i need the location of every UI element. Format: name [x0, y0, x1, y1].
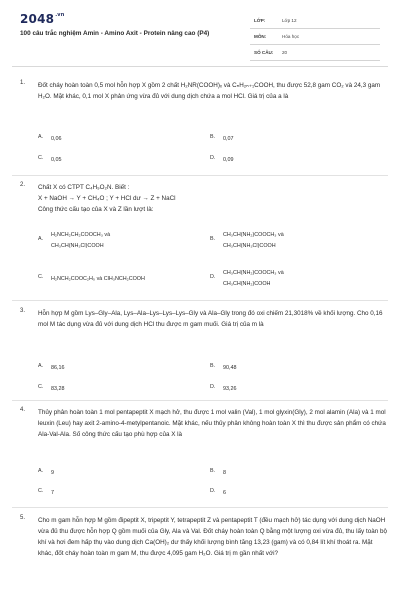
meta-subject-row: [250, 31, 380, 45]
meta-count-key: SỐ CÂU:: [254, 50, 274, 55]
option-text: 86,16: [51, 365, 65, 371]
option-letter: C.: [38, 274, 44, 280]
document-title: 100 câu trắc nghiệm Amin - Amino Axit - Protein nâng cao (P4): [20, 30, 210, 37]
option-letter: C.: [38, 384, 44, 390]
option-letter: D.: [210, 384, 216, 390]
option-text: 0,07: [223, 136, 234, 142]
option-text-line2: CH₃CH(NH₂)COOH: [223, 281, 271, 287]
question-divider: [12, 300, 388, 301]
option-letter: D.: [210, 155, 216, 161]
logo-text: 2048: [20, 12, 55, 26]
option-text: 90,48: [223, 365, 237, 371]
option-text: CH₃CH(NH₂)COOCH₃ và: [223, 232, 284, 238]
option-text: H₂NCH₂COOC₂H₅ và ClH₃NCH₂COOH: [51, 276, 145, 282]
question-number: 2.: [20, 182, 26, 188]
document-meta: [250, 15, 380, 63]
meta-count-row: [250, 47, 380, 61]
meta-class-key: LỚP:: [254, 18, 266, 23]
option-letter: A.: [38, 468, 44, 474]
option-text: 0,06: [51, 136, 62, 142]
option-letter: D.: [210, 488, 216, 494]
question-divider: [12, 175, 388, 176]
option-text: CH₃CH(NH₂)COOCH₃ và: [223, 270, 284, 276]
option-text: 0,09: [223, 157, 234, 163]
option-letter: C.: [38, 488, 44, 494]
question-text: Hỗn hợp M gồm Lys–Gly–Ala, Lys–Ala–Lys–Lys–Lys–Gly và Ala–Gly trong đó oxi chiếm 21,3018% về khối lượng. Cho 0,16 mol M tác dụng vừa đủ với dung dịch HCl thu được m gam muối. Giá trị của m là: [38, 310, 383, 328]
question-5: [20, 515, 388, 597]
meta-class-value: Lớp 12: [282, 18, 297, 23]
option-text-line2: CH₃CH(NH₃Cl)COOH: [223, 243, 276, 249]
question-number: 5.: [20, 515, 26, 521]
question-divider: [12, 507, 388, 508]
question-1: [20, 80, 388, 172]
option-letter: B.: [210, 468, 216, 474]
meta-subject-key: MÔN:: [254, 34, 267, 39]
option-text: 6: [223, 490, 226, 496]
option-letter: A.: [38, 134, 44, 140]
option-text: 8: [223, 470, 226, 476]
question-divider: [12, 400, 388, 401]
option-text-line2: CH₃CH(NH₃Cl)COOH: [51, 243, 104, 249]
option-text: 83,28: [51, 386, 65, 392]
option-letter: C.: [38, 155, 44, 161]
meta-count-value: 20: [282, 50, 288, 55]
question-number: 4.: [20, 407, 26, 413]
option-letter: A.: [38, 236, 44, 242]
option-text: H₂NCH₂CH₂COOCH₃ và: [51, 232, 111, 238]
option-text: 9: [51, 470, 54, 476]
question-number: 3.: [20, 308, 26, 314]
question-number: 1.: [20, 80, 26, 86]
question-text: Đốt cháy hoàn toàn 0,5 mol hỗn hợp X gồm 2 chất H₂NR(COOH)ₓ và CₙH₂ₙ₊₁COOH, thu được 52,8 gam CO₂ và 24,3 gam H₂O. Mặt khác, 0,1 mol X phản ứng vừa đủ với dung dịch chứa a mol HCl. Giá trị của a là: [38, 82, 381, 100]
option-letter: D.: [210, 274, 216, 280]
option-letter: B.: [210, 363, 216, 369]
document-header: [0, 0, 400, 64]
option-text: 0,05: [51, 157, 62, 163]
site-logo[interactable]: [20, 12, 65, 26]
option-letter: B.: [210, 134, 216, 140]
option-text: 93,26: [223, 386, 237, 392]
option-text: 7: [51, 490, 54, 496]
meta-class-row: [250, 15, 380, 29]
logo-suffix: .vn: [55, 12, 65, 18]
option-letter: B.: [210, 236, 216, 242]
option-letter: A.: [38, 363, 44, 369]
question-text: Thủy phân hoàn toàn 1 mol pentapeptit X mạch hở, thu được 1 mol valin (Val), 1 mol glyxin(Gly), 2 mol alamin (Ala) và 1 mol leuxin (Leu) hay axit 2-amino-4-metylpentanoic. Mặt khác, nếu thủy phân không hoàn toàn X thì thu được sản phẩm có chứa Ala-Val-Ala. Số công thức cấu tạo phù hợp của X là: [38, 409, 386, 438]
question-4: [20, 407, 388, 503]
question-text: Chất X có CTPT C₄H₉O₂N. Biết : X + NaOH → Y + CH₄O ; Y + HCl dư → Z + NaCl Công thức cấu tạo của X và Z lần lượt là:: [38, 184, 176, 213]
question-2: [20, 182, 388, 294]
question-3: [20, 308, 388, 398]
meta-subject-value: Hóa học: [282, 34, 300, 39]
header-divider: [12, 66, 388, 67]
question-text: Cho m gam hỗn hợp M gồm đipeptit X, tripeptit Y, tetrapeptit Z và pentapeptit T (đều mạch hở) tác dụng với dung dịch NaOH vừa đủ thu được hỗn hợp Q gồm muối của Gly, Ala và Val. Đốt cháy hoàn toàn Q bằng một lượng oxi vừa đủ, thu lấy toàn bộ khí và hơi đem hấp thụ vào dung dịch Ca(OH)₂ dư thấy khối lượng bình tăng 13,23 (gam) và có 0,84 lít khí thoát ra. Mặt khác, đốt cháy hoàn toàn m gam M, thu được 4,095 gam H₂O. Giá trị m gần nhất với?: [38, 517, 387, 557]
